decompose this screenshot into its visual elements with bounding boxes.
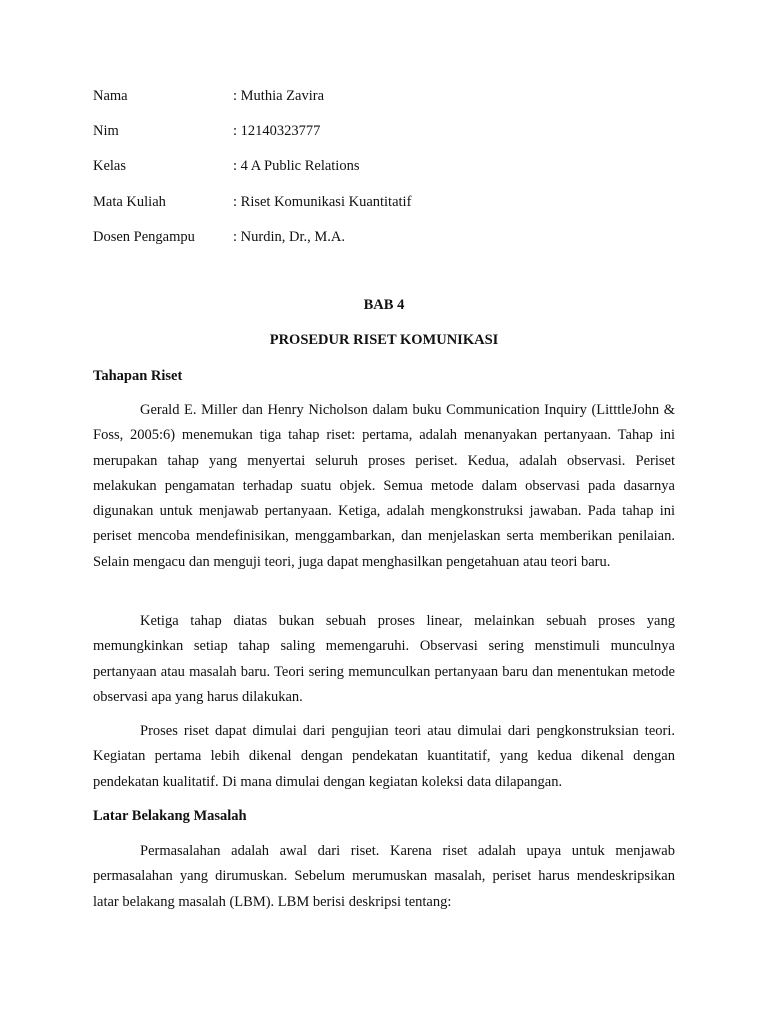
info-value: : 4 A Public Relations: [233, 158, 360, 175]
section-heading-tahapan-riset: Tahapan Riset: [93, 368, 183, 384]
info-value: : Muthia Zavira: [233, 88, 325, 104]
chapter-number: BAB 4: [363, 297, 405, 313]
info-label: Dosen Pengampu: [93, 228, 195, 245]
info-row-nim: [93, 121, 411, 156]
info-row-nama: [93, 86, 411, 121]
section-heading-latar-belakang-masalah: Latar Belakang Masalah: [93, 808, 247, 824]
info-value: : 12140323777: [233, 123, 321, 140]
info-row-mata-kuliah: [93, 192, 411, 227]
info-row-kelas: [93, 156, 411, 191]
body-paragraph: Gerald E. Miller dan Henry Nicholson dalam buku Communication Inquiry (LitttleJohn & Foss, 2005:6) menemukan tiga tahap riset: pertama, adalah menanyakan pertanyaan. Tahap ini merupakan tahap yang menyertai seluruh proses periset. Kedua, adalah observasi. Periset melakukan pengamatan terhadap suatu objek. Semua metode dalam observasi pada dasarnya digunakan untuk menjawab pertanyaan. Ketiga, adalah mengkonstruksi jawaban. Pada tahap ini periset mencoba mendefinisikan, menggambarkan, dan menjelaskan serta memberikan penilaian. Selain mengacu dan menguji teori, juga dapat menghasilkan pengetahuan atau teori baru.: [93, 402, 675, 570]
body-paragraph: Ketiga tahap diatas bukan sebuah proses linear, melainkan sebuah proses yang memungkinkan setiap tahap saling memengaruhi. Observasi sering menstimuli munculnya pertanyaan atau masalah baru. Teori sering memunculkan pertanyaan baru dan menentukan metode observasi apa yang harus dilakukan.: [93, 613, 675, 705]
body-paragraph: Permasalahan adalah awal dari riset. Karena riset adalah upaya untuk menjawab permasalahan yang dirumuskan. Sebelum merumuskan masalah, periset harus mendeskripsikan latar belakang masalah (LBM). LBM berisi deskripsi tentang:: [93, 843, 675, 910]
student-info-block: [93, 86, 411, 262]
info-row-dosen-pengampu: [93, 227, 411, 262]
chapter-title: PROSEDUR RISET KOMUNIKASI: [269, 332, 499, 348]
info-label: Nama: [93, 88, 128, 104]
body-paragraph: Proses riset dapat dimulai dari pengujian teori atau dimulai dari pengkonstruksian teori. Kegiatan pertama lebih dikenal dengan pendekatan kuantitatif, yang kedua dikenal dengan pendekatan kualitatif. Di mana dimulai dengan kegiatan koleksi data dilapangan.: [93, 723, 675, 790]
info-label: Kelas: [93, 158, 127, 175]
info-value: : Nurdin, Dr., M.A.: [233, 228, 345, 245]
info-label: Mata Kuliah: [93, 193, 166, 210]
info-value: : Riset Komunikasi Kuantitatif: [233, 193, 412, 210]
info-label: Nim: [93, 123, 119, 140]
